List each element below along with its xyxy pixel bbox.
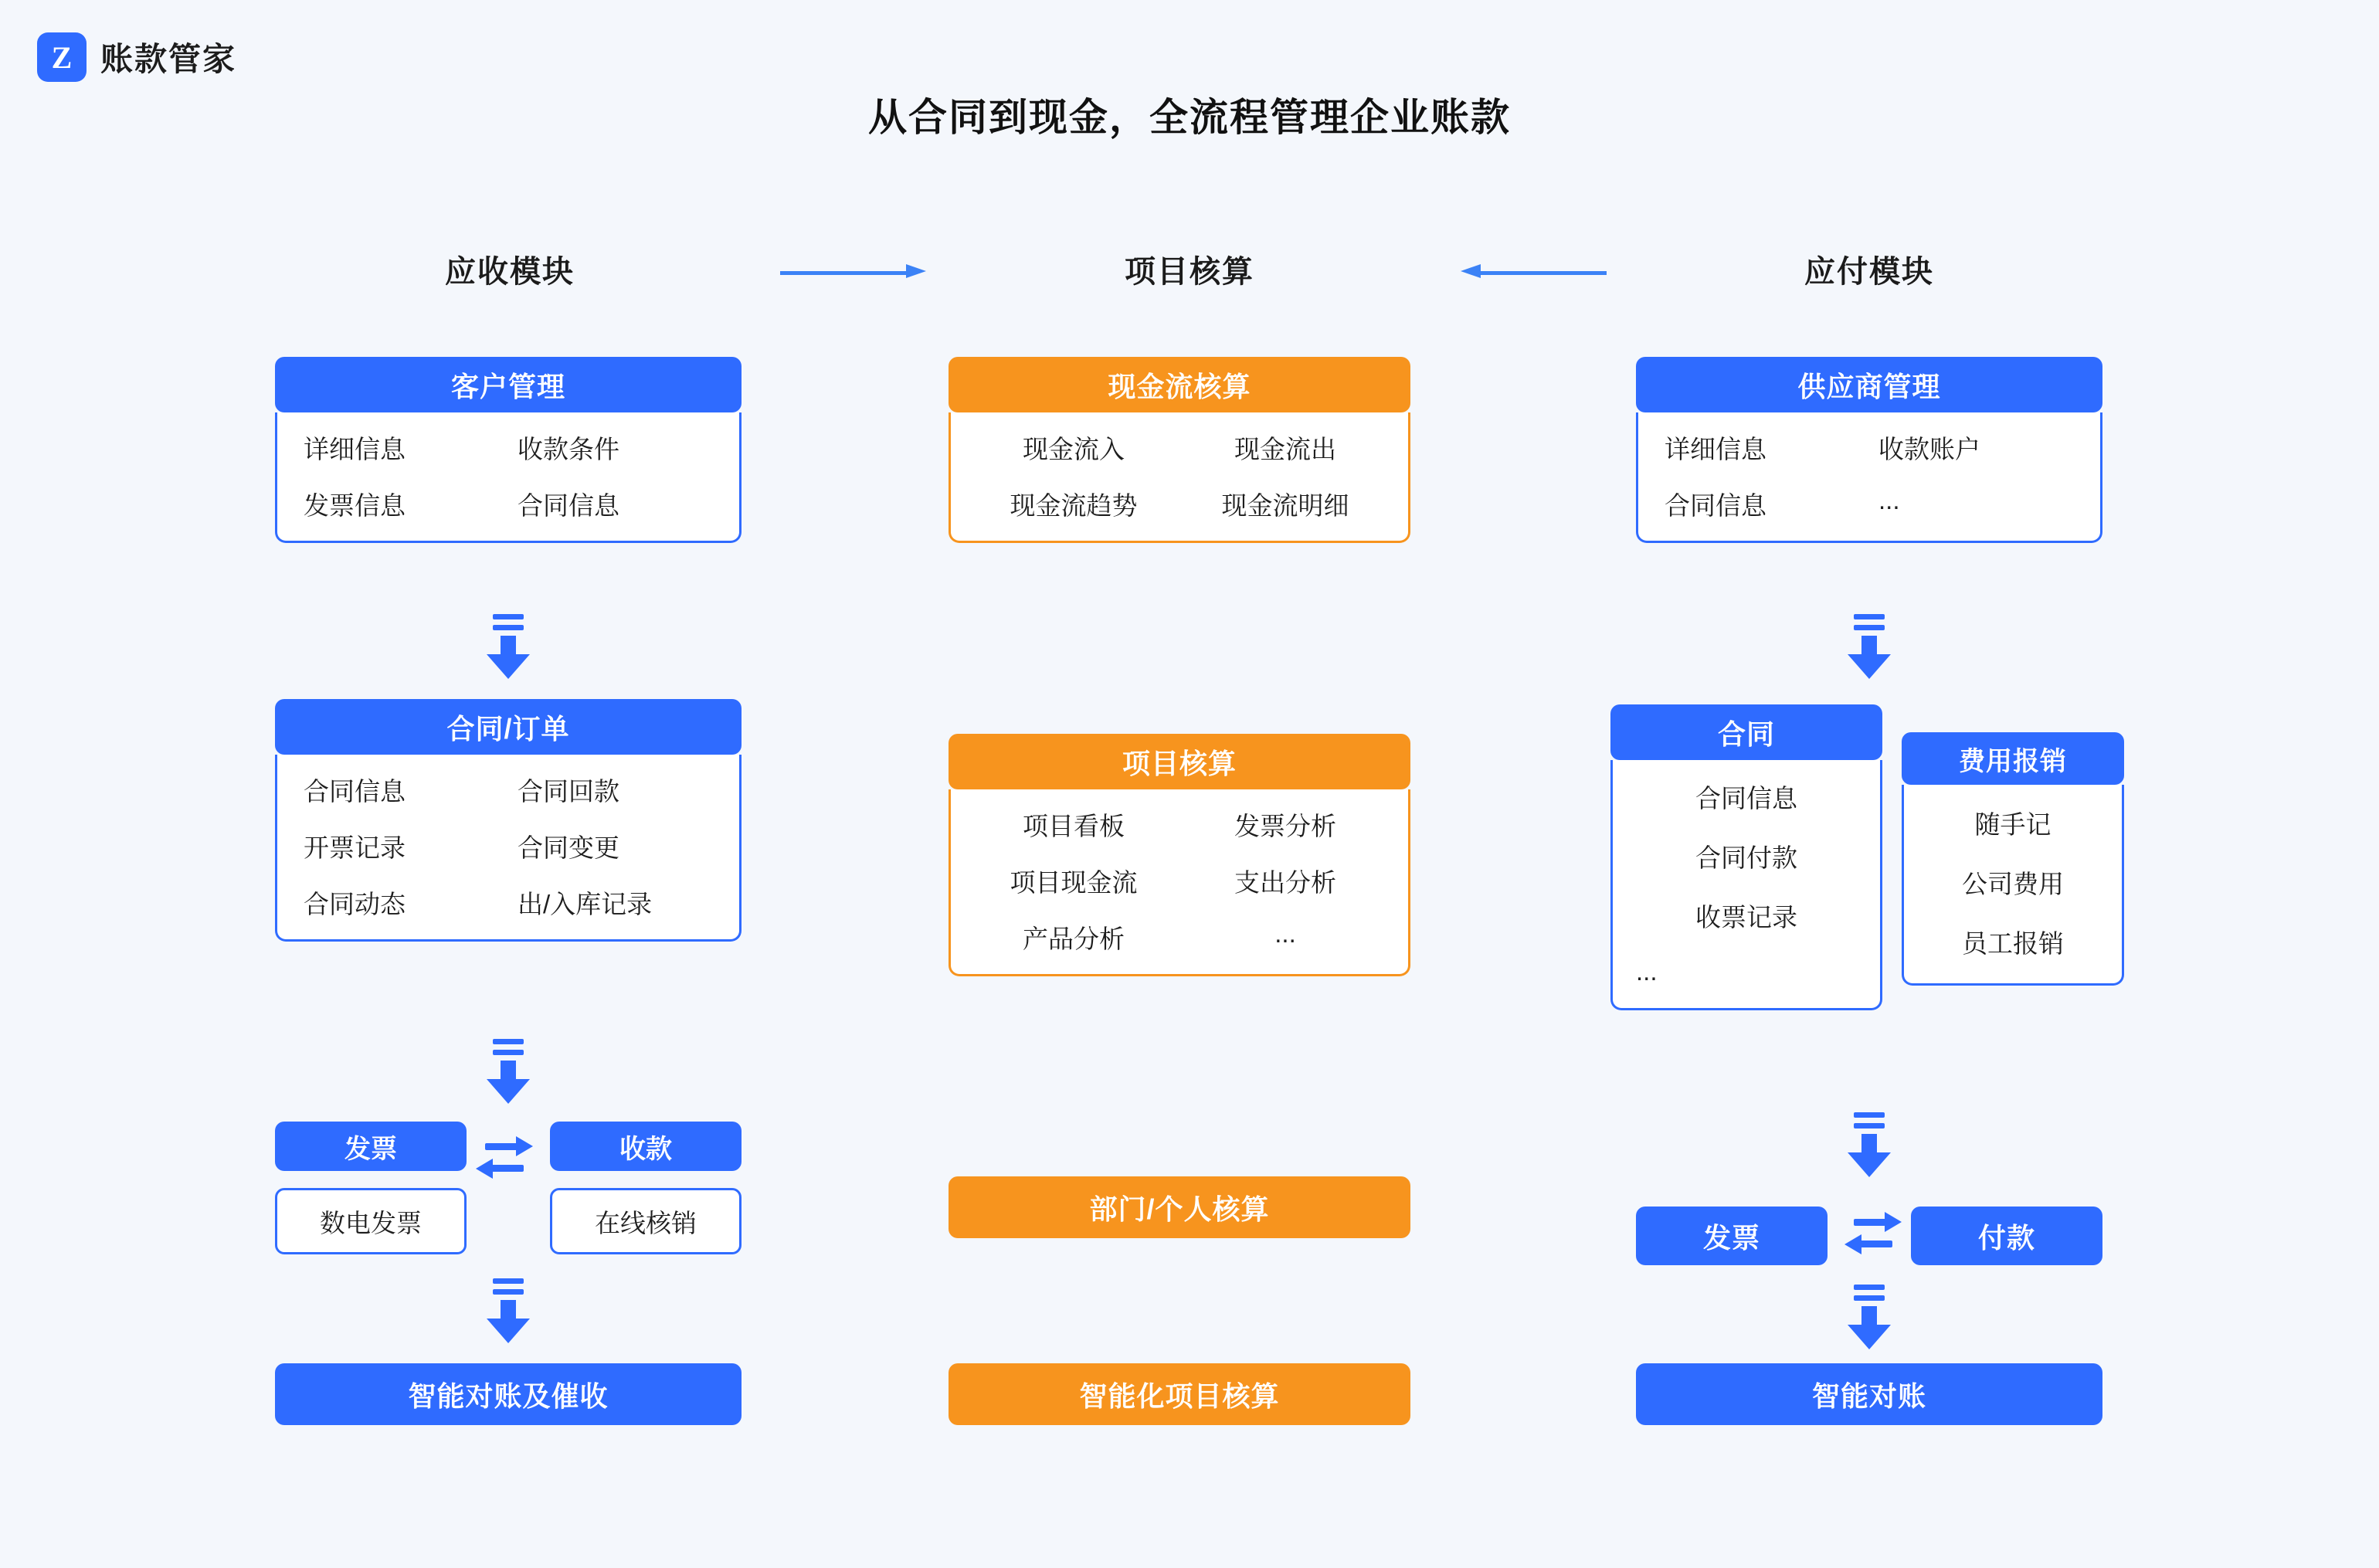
card-contract-order-title: 合同/订单 [275,699,742,755]
logo-icon: Z [37,32,87,82]
list-item[interactable]: 员工报销 [1962,929,2064,958]
card-contract-order[interactable] [275,699,742,942]
list-item[interactable]: 产品分析 [1023,925,1125,953]
card-supplier-title: 供应商管理 [1636,357,2102,412]
list-item[interactable]: 现金流出 [1234,435,1336,463]
card-dept-personal[interactable]: 部门/个人核算 [949,1176,1410,1238]
flow-arrow-down-icon [1848,614,1891,684]
list-item[interactable]: 支出分析 [1234,868,1336,897]
list-item[interactable]: 随手记 [1974,810,2052,839]
list-item[interactable]: 合同信息 [1665,491,1766,520]
flow-arrow-down-icon [1848,1285,1891,1354]
flow-arrow-down-icon [487,1039,530,1108]
card-ap-bottom[interactable]: 智能对账 [1636,1363,2102,1425]
list-item[interactable]: 公司费用 [1962,870,2064,898]
card-expense-title: 费用报销 [1902,732,2124,785]
list-item[interactable]: 合同付款 [1695,843,1797,872]
list-item[interactable]: 收款条件 [518,435,619,463]
swap-arrows-icon [476,1135,533,1180]
list-item[interactable]: 详细信息 [1665,435,1766,463]
list-item[interactable]: ... [1274,919,1296,948]
card-invoice-ar-title[interactable]: 发票 [275,1122,467,1171]
card-contract-ap-body [1610,760,1882,1010]
brand-logo [37,32,236,82]
list-item[interactable]: 合同信息 [1695,784,1797,813]
list-item[interactable]: 现金流入 [1023,435,1125,463]
flow-arrow-down-icon [487,614,530,684]
list-item[interactable]: ... [1636,957,1658,986]
card-expense[interactable] [1902,732,2124,986]
card-cashflow[interactable] [949,357,1410,543]
card-ar-bottom[interactable]: 智能对账及催收 [275,1363,742,1425]
list-item[interactable]: 发票分析 [1234,812,1336,840]
card-collection-title[interactable]: 收款 [550,1122,742,1171]
card-contract-ap-title: 合同 [1610,704,1882,760]
list-item[interactable]: 合同回款 [518,777,619,806]
card-payment[interactable]: 付款 [1911,1207,2102,1265]
card-contract-order-body [275,755,742,942]
card-project-accounting[interactable] [949,734,1410,976]
list-item[interactable]: 现金流明细 [1221,491,1349,520]
list-item[interactable]: 合同变更 [518,833,619,862]
list-item[interactable]: 项目看板 [1023,812,1125,840]
list-item[interactable]: 合同信息 [518,491,619,520]
column-header-receivable: 应收模块 [445,255,575,289]
card-customer[interactable] [275,357,742,543]
card-invoice-ap[interactable]: 发票 [1636,1207,1828,1265]
flow-arrow-down-icon [487,1278,530,1348]
list-item[interactable]: 收款账户 [1878,435,1980,463]
list-item[interactable]: 出/入库记录 [518,890,653,918]
card-project-accounting-body [949,789,1410,976]
flow-arrow-down-icon [1848,1112,1891,1182]
list-item[interactable]: 详细信息 [304,435,406,463]
brand-name: 账款管家 [100,41,237,77]
list-item[interactable]: 开票记录 [304,833,406,862]
swap-arrows-icon [1844,1211,1902,1256]
card-contract-ap[interactable] [1610,704,1882,1010]
column-header-payable: 应付模块 [1804,255,1934,289]
list-item[interactable]: ... [1878,486,1900,514]
card-cashflow-body [949,412,1410,543]
card-cashflow-title: 现金流核算 [949,357,1410,412]
card-customer-title: 客户管理 [275,357,742,412]
card-project-bottom[interactable]: 智能化项目核算 [949,1363,1410,1425]
card-expense-body [1902,785,2124,986]
list-item[interactable]: 现金流趋势 [1010,491,1138,520]
arrow-left-icon [1460,269,1607,277]
card-customer-body [275,412,742,543]
list-item[interactable]: 发票信息 [304,491,406,520]
card-supplier[interactable] [1636,357,2102,543]
list-item[interactable]: 合同信息 [304,777,406,806]
column-header-project: 项目核算 [1125,255,1254,289]
card-project-accounting-title: 项目核算 [949,734,1410,789]
list-item[interactable]: 项目现金流 [1010,868,1138,897]
page-title: 从合同到现金，全流程管理企业账款 [868,96,1511,139]
list-item[interactable]: 收票记录 [1695,903,1797,932]
list-item[interactable]: 合同动态 [304,890,406,918]
card-invoice-ar-item[interactable]: 数电发票 [275,1188,467,1254]
card-supplier-body [1636,412,2102,543]
card-collection-item[interactable]: 在线核销 [550,1188,742,1254]
arrow-right-icon [780,269,927,277]
